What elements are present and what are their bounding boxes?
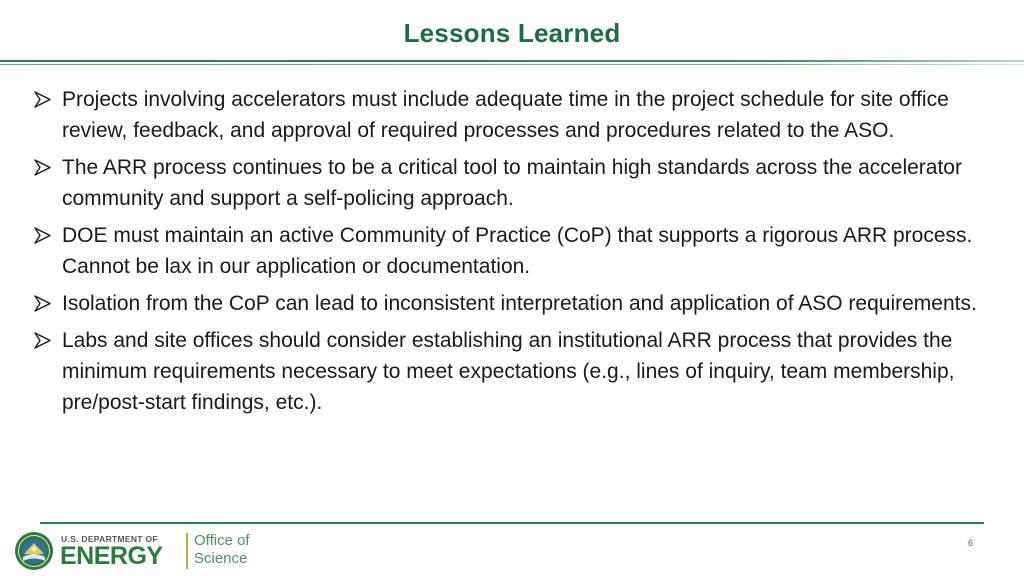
arrowhead-bullet-icon <box>34 91 51 108</box>
office-line-2: Science <box>194 550 248 567</box>
arrowhead-bullet-icon <box>34 332 51 349</box>
footer-divider <box>40 522 984 524</box>
office-of-science-text <box>194 532 250 568</box>
title-divider <box>0 60 1024 66</box>
bullet-list <box>30 84 990 424</box>
arrowhead-bullet-icon <box>34 295 51 312</box>
doe-small-text: U.S. DEPARTMENT OF <box>61 534 158 544</box>
doe-energy-text: ENERGY <box>60 542 163 570</box>
bullet-text: Isolation from the CoP can lead to inconsistent interpretation and application of ASO requirements. <box>62 292 977 315</box>
arrowhead-bullet-icon <box>34 159 51 176</box>
bullet-item <box>30 152 990 214</box>
bullet-item <box>30 288 990 319</box>
office-line-1: Office of <box>194 532 250 549</box>
bullet-text: The ARR process continues to be a critical tool to maintain high standards across the accelerator community and support a self-policing approach. <box>62 156 962 210</box>
bullet-text: Projects involving accelerators must include adequate time in the project schedule for site office review, feedback, and approval of required processes and procedures related to the ASO. <box>62 88 949 142</box>
doe-office-of-science-logo <box>14 531 264 571</box>
logo-divider <box>186 533 188 569</box>
page-number: 6 <box>968 538 974 548</box>
doe-seal-icon <box>14 531 54 571</box>
bullet-item <box>30 220 990 282</box>
bullet-text: Labs and site offices should consider establishing an institutional ARR process that provides the minimum requirements necessary to meet expectations (e.g., lines of inquiry, team membership, pre/post-start findings, etc.). <box>62 329 955 414</box>
slide-title: Lessons Learned <box>403 18 621 48</box>
bullet-item <box>30 84 990 146</box>
bullet-text: DOE must maintain an active Community of Practice (CoP) that supports a rigorous ARR process. Cannot be lax in our application or documentation. <box>62 224 973 278</box>
arrowhead-bullet-icon <box>34 227 51 244</box>
bullet-item <box>30 325 990 418</box>
